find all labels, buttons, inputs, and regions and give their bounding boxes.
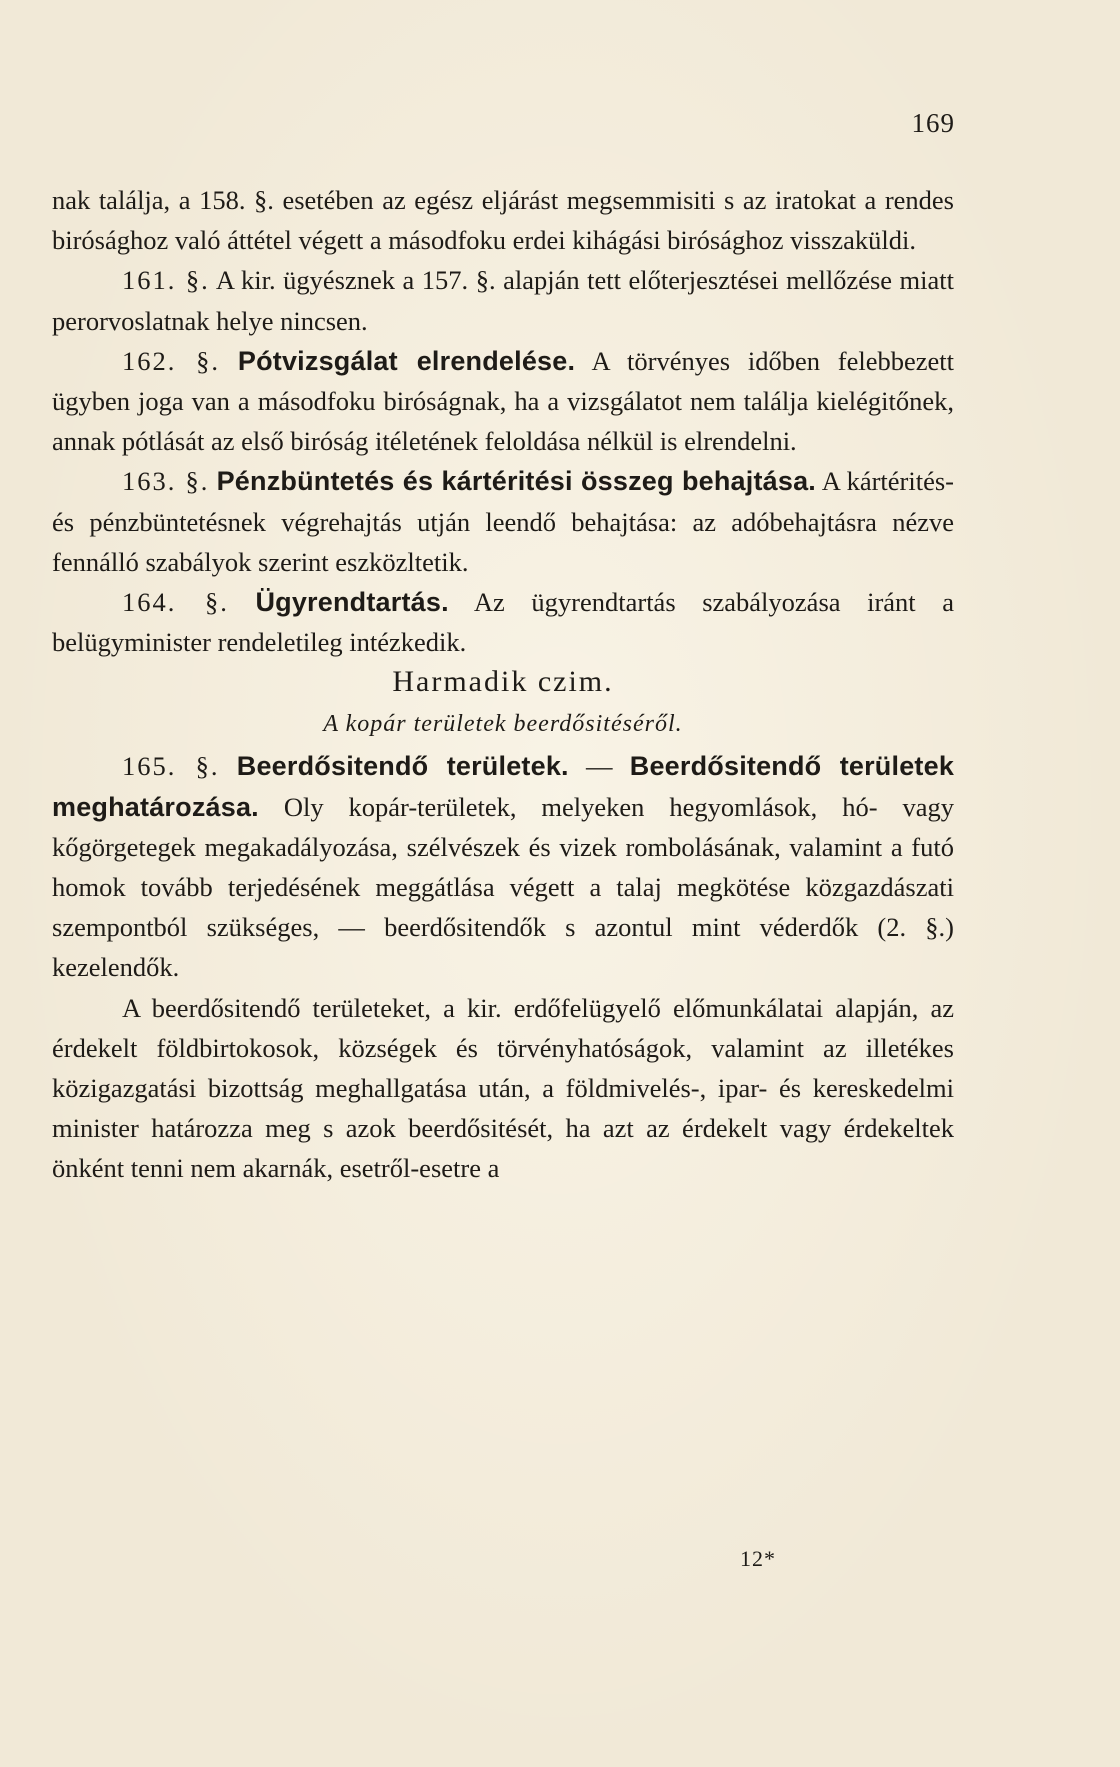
title-dash: — xyxy=(586,751,613,782)
section-title: Pénzbüntetés és kártéritési összeg behajtása. xyxy=(216,466,817,497)
section-164 xyxy=(52,582,954,662)
paragraph-continuation: nak találja, a 158. §. esetében az egész eljárást megsemmisiti s az iratokat a rendes birósághoz való áttétel végett a másodfoku erdei kihágási birósághoz visszaküldi. xyxy=(52,185,954,256)
section-163 xyxy=(52,461,954,582)
section-title: Pótvizsgálat elrendelése. xyxy=(237,345,576,376)
section-165 xyxy=(52,746,954,987)
section-title: Ügyrendtartás. xyxy=(255,587,449,618)
section-title: Beerdősitendő területek. xyxy=(236,751,569,782)
section-161 xyxy=(52,260,954,340)
section-number: 161. §. xyxy=(122,265,210,296)
section-number: 165. §. xyxy=(122,751,220,782)
chapter-subtitle: A kopár területek beerdősitéséről. xyxy=(323,711,683,738)
signature-mark: 12* xyxy=(740,1546,776,1571)
section-162 xyxy=(52,341,954,462)
page-body xyxy=(52,180,954,1189)
page-number: 169 xyxy=(911,108,955,138)
section-number: 162. §. xyxy=(122,345,221,376)
chapter-title: Harmadik czim. xyxy=(392,665,614,699)
section-text: Az ügyrendtartás szabályozása iránt a belügyminister rendeletileg intézkedik. xyxy=(52,587,955,658)
paragraph-designation: A beerdősitendő területeket, a kir. erdőfelügyelő előmunkálatai alapján, az érdekelt földbirtokosok, községek és törvényhatóságok, valamint az illetékes közigazgatási bizottság meghallgatása után, a földmivelés-, ipar- és kereskedelmi minister határozza meg s azok beerdősitését, ha azt az érdekelt vagy érdekeltek önként tenni nem akarnák, esetről-esetre a xyxy=(52,992,954,1184)
section-subtitle: Beerdősitendő területek meghatározása. xyxy=(52,751,955,822)
section-text: A kártérités- és pénzbüntetésnek végrehajtás utján leendő behajtása: az adóbehajtásra nézve fennálló szabályok szerint eszközltetik. xyxy=(52,466,954,577)
section-number: 163. §. xyxy=(122,466,210,497)
section-text: Oly kopár-területek, melyeken hegyomlások, hó- vagy kőgörgetegek megakadályozása, szélvészek és vizek rombolásának, valamint a futó homok tovább terjedésének meggátlása végett a talaj megkötése közgazdászati szempontból szükséges, — beerdősitendők s azontul mint véderdők (2. §.) kezelendők. xyxy=(52,791,954,983)
section-text: A törvényes időben felebbezett ügyben joga van a másodfoku biróságnak, ha a vizsgálatot nem találja kielégitőnek, annak pótlását az első biróság itéletének feloldása nélkül is elrendelni. xyxy=(52,345,955,457)
section-text: A kir. ügyésznek a 157. §. alapján tett előterjesztései mellőzése miatt perorvoslatnak helye nincsen. xyxy=(52,265,955,336)
section-number: 164. §. xyxy=(122,587,229,618)
